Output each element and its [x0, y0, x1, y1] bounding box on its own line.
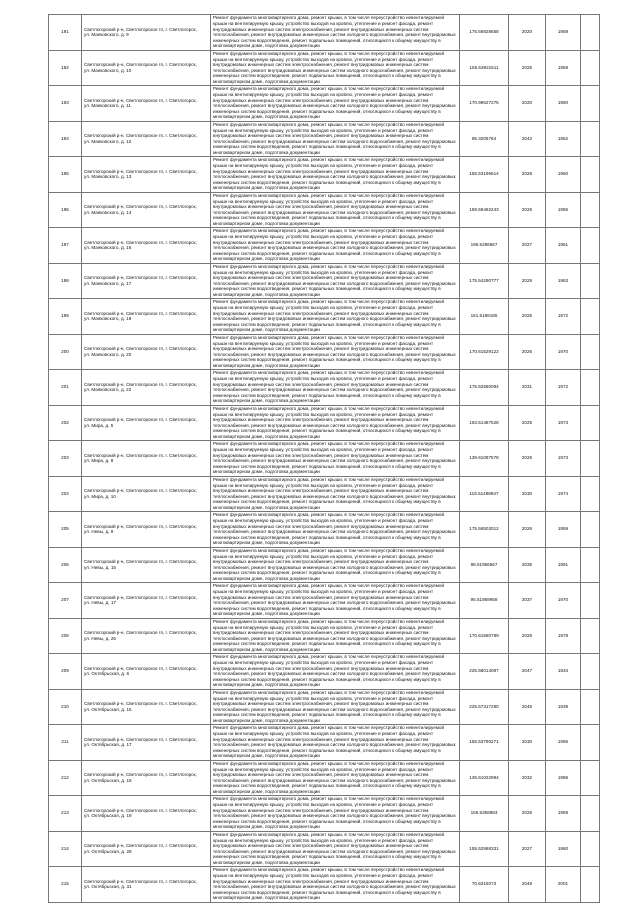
address-cell — [82, 831, 211, 867]
area-cell: 170.99627275 — [460, 86, 509, 122]
table-row — [49, 547, 600, 583]
build-year-cell: 1973 — [546, 441, 581, 477]
table-row — [49, 796, 600, 832]
area-cell: 155.52968331 — [460, 831, 509, 867]
address-line: Светлогорский р-н, Светлогорское гп, г. Светлогорск, — [84, 346, 197, 352]
row-number-cell: 210 — [49, 689, 82, 725]
table-row — [49, 157, 600, 193]
empty-cell — [581, 157, 600, 193]
area-cell: 139.61087578 — [460, 441, 509, 477]
row-number-cell: 207 — [49, 583, 82, 619]
area-cell: 170.61529122 — [460, 334, 509, 370]
planned-year-cell: 2026 — [509, 796, 546, 832]
address-line: Светлогорский р-н, Светлогорское гп, г. Светлогорск, — [84, 843, 197, 849]
address-line: Светлогорский р-н, Светлогорское гп, г. Светлогорск, — [84, 736, 197, 742]
row-number-cell: 194 — [49, 121, 82, 157]
empty-cell — [581, 760, 600, 796]
address-cell — [82, 86, 211, 122]
planned-year-cell: 2026 — [509, 618, 546, 654]
empty-cell — [581, 121, 600, 157]
table-row — [49, 618, 600, 654]
table-row — [49, 370, 600, 406]
row-number-cell: 209 — [49, 654, 82, 690]
build-year-cell: 1959 — [546, 512, 581, 548]
row-number-cell: 204 — [49, 476, 82, 512]
works-cell: Ремонт фундамента многоквартирного дома, ремонт крыши, в том числе переустройство невентилируемой крыши на вентилируемую крышу, устройство выходов на кровлю, утепление и ремонт фасада, ремонт внутридомовых инженерных систем электроснабжения, ремонт внутридомовых инженерных систем теплоснабжения, ремонт внутридомовых инженерных систем холодного водоснабжения, ремонт внутридомовых инженерных систем водоотведения, ремонт подвальных помещений, относящихся к общему имуществу в многоквартирном доме, подготовка документации — [211, 689, 460, 725]
street-line: ул. Маяковского, д. 12 — [84, 138, 132, 144]
planned-year-cell: 2030 — [509, 476, 546, 512]
row-number-cell: 215 — [49, 867, 82, 903]
address-cell — [82, 476, 211, 512]
address-cell — [82, 618, 211, 654]
empty-cell — [581, 50, 600, 86]
works-cell: Ремонт фундамента многоквартирного дома, ремонт крыши, в том числе переустройство невентилируемой крыши на вентилируемую крышу, устройство выходов на кровлю, утепление и ремонт фасада, ремонт внутридомовых инженерных систем электроснабжения, ремонт внутридомовых инженерных систем теплоснабжения, ремонт внутридомовых инженерных систем холодного водоснабжения, ремонт внутридомовых инженерных систем водоотведения, ремонт подвальных помещений, относящихся к общему имуществу в многоквартирном доме, подготовка документации — [211, 405, 460, 441]
build-year-cell: 1960 — [546, 86, 581, 122]
build-year-cell: 1974 — [546, 476, 581, 512]
planned-year-cell: 2030 — [509, 725, 546, 761]
build-year-cell: 1972 — [546, 370, 581, 406]
area-cell: 159.59462243 — [460, 192, 509, 228]
empty-cell — [581, 831, 600, 867]
works-cell: Ремонт фундамента многоквартирного дома, ремонт крыши, в том числе переустройство невентилируемой крыши на вентилируемую крышу, устройство выходов на кровлю, утепление и ремонт фасада, ремонт внутридомовых инженерных систем электроснабжения, ремонт внутридомовых инженерных систем теплоснабжения, ремонт внутридомовых инженерных систем холодного водоснабжения, ремонт внутридомовых инженерных систем водоотведения, ремонт подвальных помещений, относящихся к общему имуществу в многоквартирном доме, подготовка документации — [211, 654, 460, 690]
row-number-cell: 206 — [49, 547, 82, 583]
table-row — [49, 263, 600, 299]
address-cell — [82, 654, 211, 690]
street-line: ул. Октябрьская, д. 18 — [84, 777, 132, 783]
table-row — [49, 192, 600, 228]
area-cell: 175.56503012 — [460, 512, 509, 548]
area-cell: 95.51959958 — [460, 583, 509, 619]
area-cell: 155.53790271 — [460, 725, 509, 761]
build-year-cell: 1973 — [546, 405, 581, 441]
area-cell: 175.56828658 — [460, 15, 509, 51]
address-line: Светлогорский р-н, Светлогорское гп, г. Светлогорск, — [84, 381, 197, 387]
build-year-cell: 1960 — [546, 157, 581, 193]
planned-year-cell: 2025 — [509, 405, 546, 441]
empty-cell — [581, 512, 600, 548]
address-line: Светлогорский р-н, Светлогорское гп, г. Светлогорск, — [84, 133, 197, 139]
works-cell: Ремонт фундамента многоквартирного дома, ремонт крыши, в том числе переустройство невентилируемой крыши на вентилируемую крышу, устройство выходов на кровлю, утепление и ремонт фасада, ремонт внутридомовых инженерных систем электроснабжения, ремонт внутридомовых инженерных систем теплоснабжения, ремонт внутридомовых инженерных систем холодного водоснабжения, ремонт внутридомовых инженерных систем водоотведения, ремонт подвальных помещений, относящихся к общему имуществу в многоквартирном доме, подготовка документации — [211, 441, 460, 477]
area-cell: 175.54290777 — [460, 263, 509, 299]
table-row — [49, 689, 600, 725]
empty-cell — [581, 228, 600, 264]
area-cell: 70.6315073 — [460, 867, 509, 903]
build-year-cell: 1972 — [546, 299, 581, 335]
planned-year-cell: 2029 — [509, 263, 546, 299]
empty-cell — [581, 654, 600, 690]
street-line: ул. Маяковского, д. 22 — [84, 387, 132, 393]
street-line: ул. Мира, д. 5 — [84, 422, 114, 428]
row-number-cell: 191 — [49, 15, 82, 51]
address-line: Светлогорский р-н, Светлогорское гп, г. Светлогорск, — [84, 878, 197, 884]
build-year-cell: 1939 — [546, 689, 581, 725]
planned-year-cell: 2032 — [509, 760, 546, 796]
address-cell — [82, 867, 211, 903]
area-cell: 98.51956567 — [460, 547, 509, 583]
street-line: ул. Мира, д. 8 — [84, 458, 114, 464]
street-line: ул. Октябрьская, д. 19 — [84, 813, 132, 819]
row-number-cell: 214 — [49, 831, 82, 867]
address-cell — [82, 121, 211, 157]
address-line: Светлогорский р-н, Светлогорское гп, г. Светлогорск, — [84, 594, 197, 600]
works-cell: Ремонт фундамента многоквартирного дома, ремонт крыши, в том числе переустройство невентилируемой крыши на вентилируемую крышу, устройство выходов на кровлю, утепление и ремонт фасада, ремонт внутридомовых инженерных систем электроснабжения, ремонт внутридомовых инженерных систем теплоснабжения, ремонт внутридомовых инженерных систем холодного водоснабжения, ремонт внутридомовых инженерных систем водоотведения, ремонт подвальных помещений, относящихся к общему имуществу в многоквартирном доме, подготовка документации — [211, 192, 460, 228]
table-row — [49, 50, 600, 86]
table-row — [49, 299, 600, 335]
address-line: Светлогорский р-н, Светлогорское гп, г. Светлогорск, — [84, 168, 197, 174]
empty-cell — [581, 796, 600, 832]
empty-cell — [581, 299, 600, 335]
planned-year-cell: 2027 — [509, 228, 546, 264]
row-number-cell: 195 — [49, 157, 82, 193]
build-year-cell: 1962 — [546, 121, 581, 157]
row-number-cell: 198 — [49, 263, 82, 299]
planned-year-cell: 2046 — [509, 689, 546, 725]
empty-cell — [581, 618, 600, 654]
street-line: ул. Октябрьская, д. 15 — [84, 706, 132, 712]
address-line: Светлогорский р-н, Светлогорское гп, г. Светлогорск, — [84, 559, 197, 565]
address-cell — [82, 689, 211, 725]
row-number-cell: 208 — [49, 618, 82, 654]
table-row — [49, 867, 600, 903]
address-line: Светлогорский р-н, Светлогорское гп, г. Светлогорск, — [84, 488, 197, 494]
address-line: Светлогорский р-н, Светлогорское гп, г. Светлогорск, — [84, 239, 197, 245]
empty-cell — [581, 192, 600, 228]
register-body — [49, 15, 600, 903]
row-number-cell: 203 — [49, 441, 82, 477]
planned-year-cell: 2026 — [509, 441, 546, 477]
address-cell — [82, 370, 211, 406]
address-cell — [82, 725, 211, 761]
works-cell: Ремонт фундамента многоквартирного дома, ремонт крыши, в том числе переустройство невентилируемой крыши на вентилируемую крышу, устройство выходов на кровлю, утепление и ремонт фасада, ремонт внутридомовых инженерных систем электроснабжения, ремонт внутридомовых инженерных систем теплоснабжения, ремонт внутридомовых инженерных систем холодного водоснабжения, ремонт внутридомовых инженерных систем водоотведения, ремонт подвальных помещений, относящихся к общему имуществу в многоквартирном доме, подготовка документации — [211, 583, 460, 619]
planned-year-cell: 2026 — [509, 192, 546, 228]
address-cell — [82, 760, 211, 796]
address-cell — [82, 441, 211, 477]
build-year-cell: 1991 — [546, 547, 581, 583]
works-cell: Ремонт фундамента многоквартирного дома, ремонт крыши, в том числе переустройство невентилируемой крыши на вентилируемую крышу, устройство выходов на кровлю, утепление и ремонт фасада, ремонт внутридомовых инженерных систем электроснабжения, ремонт внутридомовых инженерных систем теплоснабжения, ремонт внутридомовых инженерных систем холодного водоснабжения, ремонт внутридомовых инженерных систем водоотведения, ремонт подвальных помещений, относящихся к общему имуществу в многоквартирном доме, подготовка документации — [211, 299, 460, 335]
area-cell: 151.5189185 — [460, 299, 509, 335]
street-line: ул. Маяковского, д. 9 — [84, 32, 129, 38]
address-line: Светлогорский р-н, Светлогорское гп, г. Светлогорск, — [84, 97, 197, 103]
address-cell — [82, 512, 211, 548]
planned-year-cell: 2020 — [509, 86, 546, 122]
area-cell: 170.61560789 — [460, 618, 509, 654]
address-cell — [82, 583, 211, 619]
address-cell — [82, 15, 211, 51]
address-line: Светлогорский р-н, Светлогорское гп, г. Светлогорск, — [84, 665, 197, 671]
row-number-cell: 205 — [49, 512, 82, 548]
works-cell: Ремонт фундамента многоквартирного дома, ремонт крыши, в том числе переустройство невентилируемой крыши на вентилируемую крышу, устройство выходов на кровлю, утепление и ремонт фасада, ремонт внутридомовых инженерных систем электроснабжения, ремонт внутридомовых инженерных систем теплоснабжения, ремонт внутридомовых инженерных систем холодного водоснабжения, ремонт внутридомовых инженерных систем водоотведения, ремонт подвальных помещений, относящихся к общему имуществу в многоквартирном доме, подготовка документации — [211, 512, 460, 548]
table-row — [49, 476, 600, 512]
street-line: ул. Невы, д. 26 — [84, 635, 116, 641]
street-line: ул. Маяковского, д. 11 — [84, 103, 131, 109]
works-cell: Ремонт фундамента многоквартирного дома, ремонт крыши, в том числе переустройство невентилируемой крыши на вентилируемую крышу, устройство выходов на кровлю, утепление и ремонт фасада, ремонт внутридомовых инженерных систем электроснабжения, ремонт внутридомовых инженерных систем теплоснабжения, ремонт внутридомовых инженерных систем холодного водоснабжения, ремонт внутридомовых инженерных систем водоотведения, ремонт подвальных помещений, относящихся к общему имуществу в многоквартирном доме, подготовка документации — [211, 547, 460, 583]
works-cell: Ремонт фундамента многоквартирного дома, ремонт крыши, в том числе переустройство невентилируемой крыши на вентилируемую крышу, устройство выходов на кровлю, утепление и ремонт фасада, ремонт внутридомовых инженерных систем электроснабжения, ремонт внутридомовых инженерных систем теплоснабжения, ремонт внутридомовых инженерных систем холодного водоснабжения, ремонт внутридомовых инженерных систем водоотведения, ремонт подвальных помещений, относящихся к общему имуществу в многоквартирном доме, подготовка документации — [211, 725, 460, 761]
empty-cell — [581, 86, 600, 122]
table-row — [49, 228, 600, 264]
street-line: ул. Октябрьская, д. 6 — [84, 671, 130, 677]
build-year-cell: 1959 — [546, 796, 581, 832]
row-number-cell: 212 — [49, 760, 82, 796]
street-line: ул. Октябрьская, д. 31 — [84, 884, 132, 890]
street-line: ул. Маяковского, д. 10 — [84, 67, 132, 73]
area-cell: 155.53196814 — [460, 157, 509, 193]
works-cell: Ремонт фундамента многоквартирного дома, ремонт крыши, в том числе переустройство невентилируемой крыши на вентилируемую крышу, устройство выходов на кровлю, утепление и ремонт фасада, ремонт внутридомовых инженерных систем электроснабжения, ремонт внутридомовых инженерных систем теплоснабжения, ремонт внутридомовых инженерных систем холодного водоснабжения, ремонт внутридомовых инженерных систем водоотведения, ремонт подвальных помещений, относящихся к общему имуществу в многоквартирном доме, подготовка документации — [211, 796, 460, 832]
row-number-cell: 197 — [49, 228, 82, 264]
works-cell: Ремонт фундамента многоквартирного дома, ремонт крыши, в том числе переустройство невентилируемой крыши на вентилируемую крышу, устройство выходов на кровлю, утепление и ремонт фасада, ремонт внутридомовых инженерных систем электроснабжения, ремонт внутридомовых инженерных систем теплоснабжения, ремонт внутридомовых инженерных систем холодного водоснабжения, ремонт внутридомовых инженерных систем водоотведения, ремонт подвальных помещений, относящихся к общему имуществу в многоквартирном доме, подготовка документации — [211, 228, 460, 264]
address-cell — [82, 228, 211, 264]
empty-cell — [581, 405, 600, 441]
build-year-cell: 1959 — [546, 50, 581, 86]
table-row — [49, 15, 600, 51]
table-row — [49, 831, 600, 867]
area-cell: 136.61022994 — [460, 760, 509, 796]
row-number-cell: 193 — [49, 86, 82, 122]
works-cell: Ремонт фундамента многоквартирного дома, ремонт крыши, в том числе переустройство невентилируемой крыши на вентилируемую крышу, устройство выходов на кровлю, утепление и ремонт фасада, ремонт внутридомовых инженерных систем электроснабжения, ремонт внутридомовых инженерных систем теплоснабжения, ремонт внутридомовых инженерных систем холодного водоснабжения, ремонт внутридомовых инженерных систем водоотведения, ремонт подвальных помещений, относящихся к общему имуществу в многоквартирном доме, подготовка документации — [211, 867, 460, 903]
build-year-cell: 1970 — [546, 583, 581, 619]
address-cell — [82, 547, 211, 583]
build-year-cell: 1970 — [546, 334, 581, 370]
street-line: ул. Невы, д. 15 — [84, 564, 116, 570]
table-row — [49, 441, 600, 477]
build-year-cell: 2001 — [546, 867, 581, 903]
works-cell: Ремонт фундамента многоквартирного дома, ремонт крыши, в том числе переустройство невентилируемой крыши на вентилируемую крышу, устройство выходов на кровлю, утепление и ремонт фасада, ремонт внутридомовых инженерных систем электроснабжения, ремонт внутридомовых инженерных систем теплоснабжения, ремонт внутридомовых инженерных систем холодного водоснабжения, ремонт внутридомовых инженерных систем водоотведения, ремонт подвальных помещений, относящихся к общему имуществу в многоквартирном доме, подготовка документации — [211, 50, 460, 86]
planned-year-cell: 2026 — [509, 512, 546, 548]
area-cell: 155.5358983 — [460, 796, 509, 832]
address-line: Светлогорский р-н, Светлогорское гп, г. Светлогорск, — [84, 523, 197, 529]
table-row — [49, 405, 600, 441]
build-year-cell: 1978 — [546, 618, 581, 654]
area-cell: 225.57317290 — [460, 689, 509, 725]
planned-year-cell: 2026 — [509, 334, 546, 370]
address-line: Светлогорский р-н, Светлогорское гп, г. Светлогорск, — [84, 204, 197, 210]
address-cell — [82, 263, 211, 299]
planned-year-cell: 2047 — [509, 654, 546, 690]
table-row — [49, 654, 600, 690]
planned-year-cell: 2035 — [509, 547, 546, 583]
address-line: Светлогорский р-н, Светлогорское гп, г. Светлогорск, — [84, 452, 197, 458]
works-cell: Ремонт фундамента многоквартирного дома, ремонт крыши, в том числе переустройство невентилируемой крыши на вентилируемую крышу, устройство выходов на кровлю, утепление и ремонт фасада, ремонт внутридомовых инженерных систем электроснабжения, ремонт внутридомовых инженерных систем теплоснабжения, ремонт внутридомовых инженерных систем холодного водоснабжения, ремонт внутридомовых инженерных систем водоотведения, ремонт подвальных помещений, относящихся к общему имуществу в многоквартирном доме, подготовка документации — [211, 121, 460, 157]
works-cell: Ремонт фундамента многоквартирного дома, ремонт крыши, в том числе переустройство невентилируемой крыши на вентилируемую крышу, устройство выходов на кровлю, утепление и ремонт фасада, ремонт внутридомовых инженерных систем электроснабжения, ремонт внутридомовых инженерных систем теплоснабжения, ремонт внутридомовых инженерных систем холодного водоснабжения, ремонт внутридомовых инженерных систем водоотведения, ремонт подвальных помещений, относящихся к общему имуществу в многоквартирном доме, подготовка документации — [211, 157, 460, 193]
address-cell — [82, 157, 211, 193]
planned-year-cell: 2049 — [509, 867, 546, 903]
works-cell: Ремонт фундамента многоквартирного дома, ремонт крыши, в том числе переустройство невентилируемой крыши на вентилируемую крышу, устройство выходов на кровлю, утепление и ремонт фасада, ремонт внутридомовых инженерных систем электроснабжения, ремонт внутридомовых инженерных систем теплоснабжения, ремонт внутридомовых инженерных систем холодного водоснабжения, ремонт внутридомовых инженерных систем водоотведения, ремонт подвальных помещений, относящихся к общему имуществу в многоквартирном доме, подготовка документации — [211, 476, 460, 512]
empty-cell — [581, 689, 600, 725]
planned-year-cell: 2020 — [509, 15, 546, 51]
build-year-cell: 1960 — [546, 831, 581, 867]
street-line: ул. Октябрьская, д. 29 — [84, 848, 132, 854]
empty-cell — [581, 334, 600, 370]
planned-year-cell: 2025 — [509, 299, 546, 335]
street-line: ул. Маяковского, д. 20 — [84, 351, 132, 357]
street-line: ул. Маяковского, д. 13 — [84, 174, 132, 180]
table-row — [49, 334, 600, 370]
build-year-cell: 1963 — [546, 263, 581, 299]
address-line: Светлогорский р-н, Светлогорское гп, г. Светлогорск, — [84, 417, 197, 423]
row-number-cell: 201 — [49, 370, 82, 406]
address-line: Светлогорский р-н, Светлогорское гп, г. Светлогорск, — [84, 275, 197, 281]
table-row — [49, 512, 600, 548]
planned-year-cell: 2026 — [509, 157, 546, 193]
address-cell — [82, 192, 211, 228]
empty-cell — [581, 15, 600, 51]
build-year-cell: 1959 — [546, 15, 581, 51]
table-row — [49, 583, 600, 619]
address-cell — [82, 50, 211, 86]
build-year-cell: 1934 — [546, 654, 581, 690]
table-row — [49, 760, 600, 796]
address-line: Светлогорский р-н, Светлогорское гп, г. Светлогорск, — [84, 310, 197, 316]
street-line: ул. Невы, д. 17 — [84, 600, 116, 606]
works-cell: Ремонт фундамента многоквартирного дома, ремонт крыши, в том числе переустройство невентилируемой крыши на вентилируемую крышу, устройство выходов на кровлю, утепление и ремонт фасада, ремонт внутридомовых инженерных систем электроснабжения, ремонт внутридомовых инженерных систем теплоснабжения, ремонт внутридомовых инженерных систем холодного водоснабжения, ремонт внутридомовых инженерных систем водоотведения, ремонт подвальных помещений, относящихся к общему имуществу в многоквартирном доме, подготовка документации — [211, 831, 460, 867]
row-number-cell: 213 — [49, 796, 82, 832]
area-cell: 175.52580094 — [460, 370, 509, 406]
planned-year-cell: 2031 — [509, 370, 546, 406]
empty-cell — [581, 263, 600, 299]
row-number-cell: 192 — [49, 50, 82, 86]
area-cell: 155.53921511 — [460, 50, 509, 86]
address-line: Светлогорский р-н, Светлогорское гп, г. Светлогорск, — [84, 26, 197, 32]
empty-cell — [581, 370, 600, 406]
address-line: Светлогорский р-н, Светлогорское гп, г. Светлогорск, — [84, 772, 197, 778]
build-year-cell: 1986 — [546, 760, 581, 796]
register-table — [48, 14, 600, 903]
empty-cell — [581, 441, 600, 477]
street-line: ул. Октябрьская, д. 17 — [84, 742, 132, 748]
area-cell: 116.51488847 — [460, 476, 509, 512]
address-line: Светлогорский р-н, Светлогорское гп, г. Светлогорск, — [84, 701, 197, 707]
row-number-cell: 211 — [49, 725, 82, 761]
works-cell: Ремонт фундамента многоквартирного дома, ремонт крыши, в том числе переустройство невентилируемой крыши на вентилируемую крышу, устройство выходов на кровлю, утепление и ремонт фасада, ремонт внутридомовых инженерных систем электроснабжения, ремонт внутридомовых инженерных систем теплоснабжения, ремонт внутридомовых инженерных систем холодного водоснабжения, ремонт внутридомовых инженерных систем водоотведения, ремонт подвальных помещений, относящихся к общему имуществу в многоквартирном доме, подготовка документации — [211, 618, 460, 654]
street-line: ул. Невы, д. 8 — [84, 529, 114, 535]
address-cell — [82, 405, 211, 441]
empty-cell — [581, 867, 600, 903]
row-number-cell: 196 — [49, 192, 82, 228]
area-cell: 195.6286667 — [460, 228, 509, 264]
planned-year-cell: 2027 — [509, 831, 546, 867]
build-year-cell: 1961 — [546, 228, 581, 264]
street-line: ул. Мира, д. 10 — [84, 493, 116, 499]
row-number-cell: 200 — [49, 334, 82, 370]
street-line: ул. Маяковского, д. 18 — [84, 316, 132, 322]
table-row — [49, 121, 600, 157]
address-cell — [82, 334, 211, 370]
works-cell: Ремонт фундамента многоквартирного дома, ремонт крыши, в том числе переустройство невентилируемой крыши на вентилируемую крышу, устройство выходов на кровлю, утепление и ремонт фасада, ремонт внутридомовых инженерных систем электроснабжения, ремонт внутридомовых инженерных систем теплоснабжения, ремонт внутридомовых инженерных систем холодного водоснабжения, ремонт внутридомовых инженерных систем водоотведения, ремонт подвальных помещений, относящихся к общему имуществу в многоквартирном доме, подготовка документации — [211, 370, 460, 406]
address-cell — [82, 796, 211, 832]
empty-cell — [581, 547, 600, 583]
street-line: ул. Маяковского, д. 16 — [84, 245, 132, 251]
address-line: Светлогорский р-н, Светлогорское гп, г. Светлогорск, — [84, 807, 197, 813]
works-cell: Ремонт фундамента многоквартирного дома, ремонт крыши, в том числе переустройство невентилируемой крыши на вентилируемую крышу, устройство выходов на кровлю, утепление и ремонт фасада, ремонт внутридомовых инженерных систем электроснабжения, ремонт внутридомовых инженерных систем теплоснабжения, ремонт внутридомовых инженерных систем холодного водоснабжения, ремонт внутридомовых инженерных систем водоотведения, ремонт подвальных помещений, относящихся к общему имуществу в многоквартирном доме, подготовка документации — [211, 86, 460, 122]
table-row — [49, 725, 600, 761]
table-row — [49, 86, 600, 122]
works-cell: Ремонт фундамента многоквартирного дома, ремонт крыши, в том числе переустройство невентилируемой крыши на вентилируемую крышу, устройство выходов на кровлю, утепление и ремонт фасада, ремонт внутридомовых инженерных систем электроснабжения, ремонт внутридомовых инженерных систем теплоснабжения, ремонт внутридомовых инженерных систем холодного водоснабжения, ремонт внутридомовых инженерных систем водоотведения, ремонт подвальных помещений, относящихся к общему имуществу в многоквартирном доме, подготовка документации — [211, 263, 460, 299]
empty-cell — [581, 583, 600, 619]
row-number-cell: 199 — [49, 299, 82, 335]
build-year-cell: 1955 — [546, 725, 581, 761]
empty-cell — [581, 725, 600, 761]
planned-year-cell: 2037 — [509, 583, 546, 619]
address-cell — [82, 299, 211, 335]
build-year-cell: 1955 — [546, 192, 581, 228]
street-line: ул. Маяковского, д. 17 — [84, 280, 132, 286]
area-cell: 225.58014087 — [460, 654, 509, 690]
empty-cell — [581, 476, 600, 512]
works-cell: Ремонт фундамента многоквартирного дома, ремонт крыши, в том числе переустройство невентилируемой крыши на вентилируемую крышу, устройство выходов на кровлю, утепление и ремонт фасада, ремонт внутридомовых инженерных систем электроснабжения, ремонт внутридомовых инженерных систем теплоснабжения, ремонт внутридомовых инженерных систем холодного водоснабжения, ремонт внутридомовых инженерных систем водоотведения, ремонт подвальных помещений, относящихся к общему имуществу в многоквартирном доме, подготовка документации — [211, 760, 460, 796]
address-line: Светлогорский р-н, Светлогорское гп, г. Светлогорск, — [84, 62, 197, 68]
row-number-cell: 202 — [49, 405, 82, 441]
works-cell: Ремонт фундамента многоквартирного дома, ремонт крыши, в том числе переустройство невентилируемой крыши на вентилируемую крышу, устройство выходов на кровлю, утепление и ремонт фасада, ремонт внутридомовых инженерных систем электроснабжения, ремонт внутридомовых инженерных систем теплоснабжения, ремонт внутридомовых инженерных систем холодного водоснабжения, ремонт внутридомовых инженерных систем водоотведения, ремонт подвальных помещений, относящихся к общему имуществу в многоквартирном доме, подготовка документации — [211, 15, 460, 51]
planned-year-cell: 2025 — [509, 50, 546, 86]
street-line: ул. Маяковского, д. 14 — [84, 209, 132, 215]
area-cell: 95.3205764 — [460, 121, 509, 157]
address-line: Светлогорский р-н, Светлогорское гп, г. Светлогорск, — [84, 630, 197, 636]
area-cell: 163.51487528 — [460, 405, 509, 441]
planned-year-cell: 2042 — [509, 121, 546, 157]
works-cell: Ремонт фундамента многоквартирного дома, ремонт крыши, в том числе переустройство невентилируемой крыши на вентилируемую крышу, устройство выходов на кровлю, утепление и ремонт фасада, ремонт внутридомовых инженерных систем электроснабжения, ремонт внутридомовых инженерных систем теплоснабжения, ремонт внутридомовых инженерных систем холодного водоснабжения, ремонт внутридомовых инженерных систем водоотведения, ремонт подвальных помещений, относящихся к общему имуществу в многоквартирном доме, подготовка документации — [211, 334, 460, 370]
